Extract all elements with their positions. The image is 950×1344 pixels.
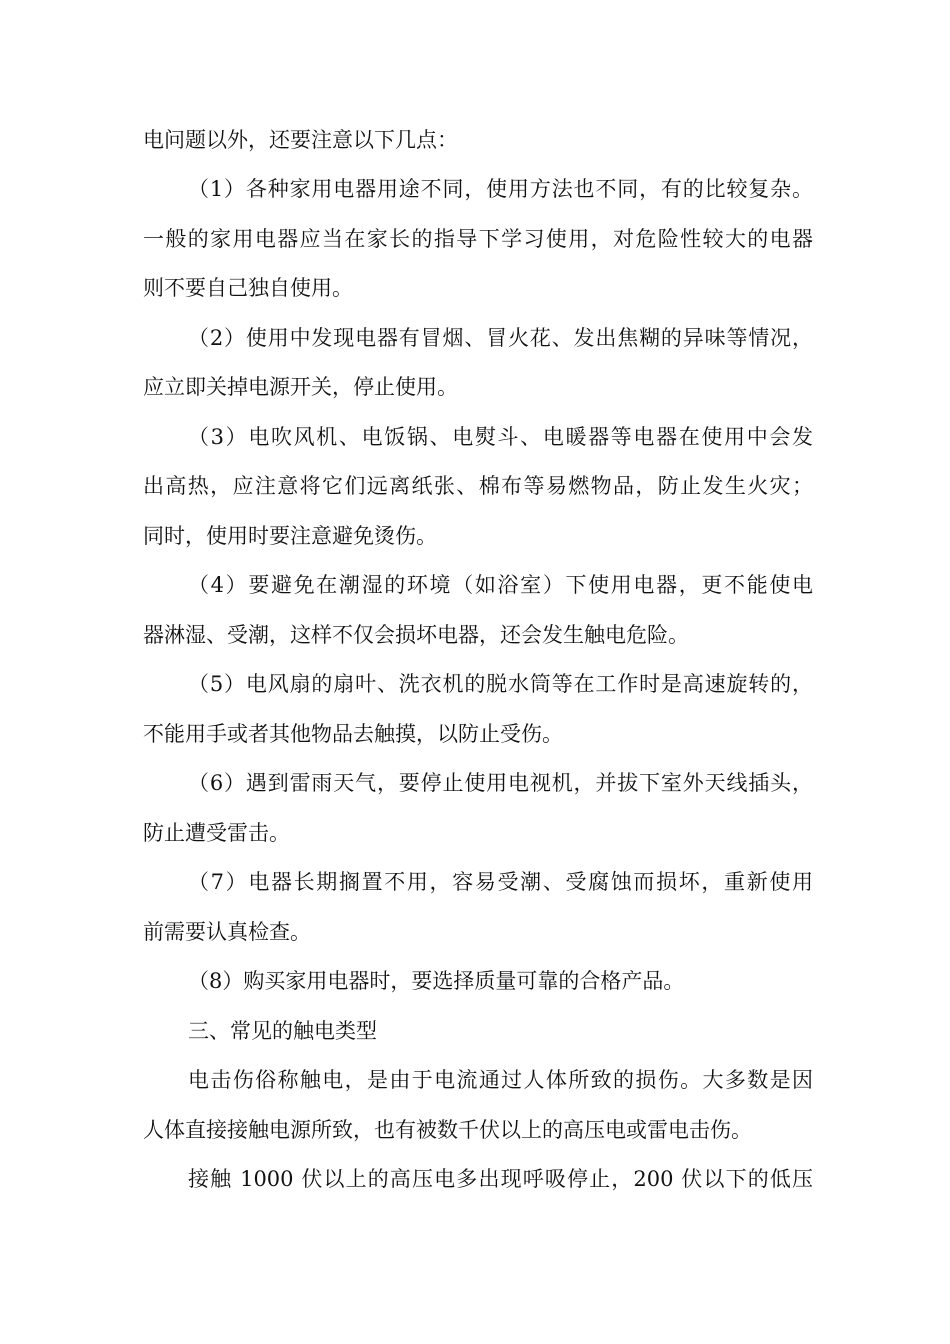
text-line: 接触 1000 伏以上的高压电多出现呼吸停止，200 伏以下的低压 [188,1167,813,1191]
text-line: （5）电风扇的扇叶、洗衣机的脱水筒等在工作时是高速旋转的， [188,672,813,696]
text-line: （2）使用中发现电器有冒烟、冒火花、发出焦糊的异味等情况， [188,326,813,350]
text-line: 不能用手或者其他物品去触摸，以防止受伤。 [143,722,563,746]
section-heading: 三、常见的触电类型 [188,1019,377,1043]
text-line: （6）遇到雷雨天气，要停止使用电视机，并拔下室外天线插头， [188,771,813,795]
text-line: 出高热，应注意将它们远离纸张、棉布等易燃物品，防止发生火灾； [143,474,813,498]
text-line: 人体直接接触电源所致，也有被数千伏以上的高压电或雷电击伤。 [143,1118,752,1142]
text-line: 电问题以外，还要注意以下几点： [143,128,458,152]
text-line: （7）电器长期搁置不用，容易受潮、受腐蚀而损坏，重新使用 [188,870,813,894]
text-line: （8）购买家用电器时，要选择质量可靠的合格产品。 [188,969,685,993]
text-line: 同时，使用时要注意避免烫伤。 [143,524,437,548]
text-line: （1）各种家用电器用途不同，使用方法也不同，有的比较复杂。 [188,177,813,201]
text-line: （3）电吹风机、电饭锅、电熨斗、电暖器等电器在使用中会发 [188,425,813,449]
text-line: （4）要避免在潮湿的环境（如浴室）下使用电器，更不能使电 [188,573,813,597]
text-line: 一般的家用电器应当在家长的指导下学习使用，对危险性较大的电器 [143,227,813,251]
text-line: 则不要自己独自使用。 [143,276,353,300]
text-line: 前需要认真检查。 [143,920,311,944]
text-line: 防止遭受雷击。 [143,821,290,845]
text-line: 应立即关掉电源开关，停止使用。 [143,375,458,399]
text-line: 器淋湿、受潮，这样不仅会损坏电器，还会发生触电危险。 [143,623,689,647]
text-line: 电击伤俗称触电，是由于电流通过人体所致的损伤。大多数是因 [188,1068,813,1092]
